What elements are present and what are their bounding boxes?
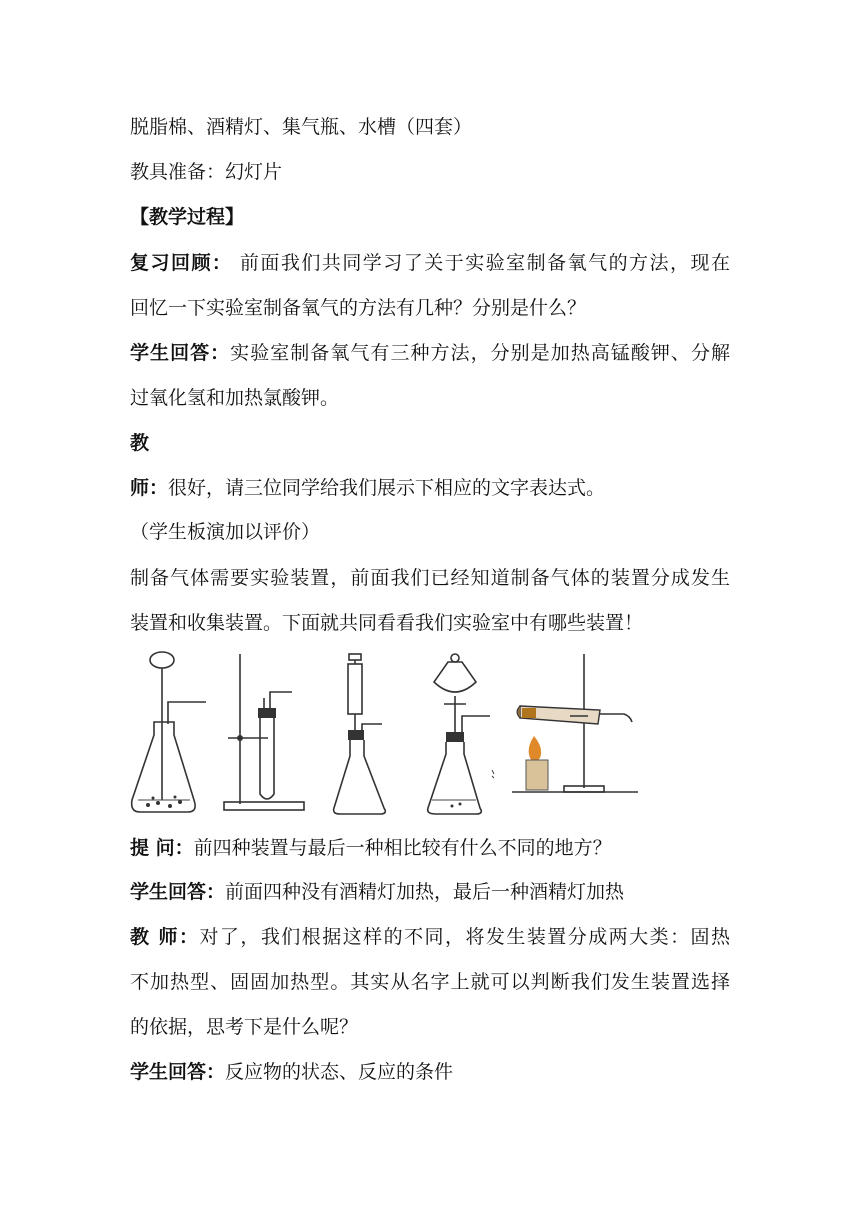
materials-line: 脱脂棉、酒精灯、集气瓶、水槽（四套）: [130, 116, 473, 138]
answer-2-line: [130, 878, 624, 906]
intro-line-2: 装置和收集装置。下面就共同看看我们实验室中有哪些装置！: [130, 612, 644, 634]
question-text: 前四种装置与最后一种相比较有什么不同的地方？: [193, 837, 612, 859]
answer-1-text-1: 实验室制备氧气有三种方法，分别是加热高锰酸钾、分解: [230, 342, 730, 364]
review-label: 复习回顾：: [130, 252, 233, 274]
apparatus-3-flask-with-syringe: [328, 650, 408, 820]
teacher-1-label-part2: 师：: [130, 477, 169, 499]
review-paragraph-line-2: 回忆一下实验室制备氧气的方法有几种？分别是什么？: [130, 297, 587, 319]
answer-3-label: 学生回答：: [130, 1061, 226, 1083]
review-text-1: 前面我们共同学习了关于实验室制备氧气的方法，现在: [232, 252, 730, 274]
answer-2-text: 前面四种没有酒精灯加热，最后一种酒精灯加热: [225, 881, 625, 903]
section-heading: [130, 203, 244, 231]
answer-2-label: 学生回答：: [130, 881, 226, 903]
note-line: （学生板演加以评价）: [130, 521, 321, 543]
teacher-1-label-top: [130, 429, 149, 457]
teacher-2-line-1: [130, 923, 730, 951]
review-paragraph-line-1: [130, 249, 730, 277]
apparatus-4-flask-with-separatory-funnel: [418, 650, 508, 820]
teacher-1-line: [130, 474, 605, 502]
intro-line-1: 制备气体需要实验装置，前面我们已经知道制备气体的装置分成发生: [130, 567, 730, 589]
answer-3-line: [130, 1058, 453, 1086]
answer-1-label: 学生回答：: [130, 342, 231, 364]
apparatus-2-tube-on-stand: [218, 650, 318, 820]
question-line: [130, 834, 612, 862]
teacher-2-text-1: 对了，我们根据这样的不同，将发生装置分成两大类：固热: [199, 926, 730, 948]
apparatus-figure-row: [128, 650, 648, 825]
teacher-2-line-2: 不加热型、固固加热型。其实从名字上就可以判断我们发生装置选择: [130, 971, 730, 993]
apparatus-1-flask-with-thistle-funnel: [128, 650, 208, 820]
teacher-1-text: 很好，请三位同学给我们展示下相应的文字表达式。: [168, 477, 606, 499]
teacher-2-line-3: 的依据，思考下是什么呢？: [130, 1016, 359, 1038]
teacher-1-label-part1: 教: [130, 432, 150, 454]
teacher-2-label: 教 师：: [130, 926, 200, 948]
teaching-aids-line: 教具准备：幻灯片: [130, 161, 283, 183]
answer-3-text: 反应物的状态、反应的条件: [225, 1061, 454, 1083]
question-label: 提 问：: [130, 837, 194, 859]
answer-1-line-2: 过氧化氢和加热氯酸钾。: [130, 387, 340, 409]
apparatus-5-heated-test-tube-with-alcohol-lamp: [512, 650, 642, 820]
answer-1-line-1: [130, 339, 730, 367]
section-heading-text: 【教学过程】: [130, 206, 245, 228]
